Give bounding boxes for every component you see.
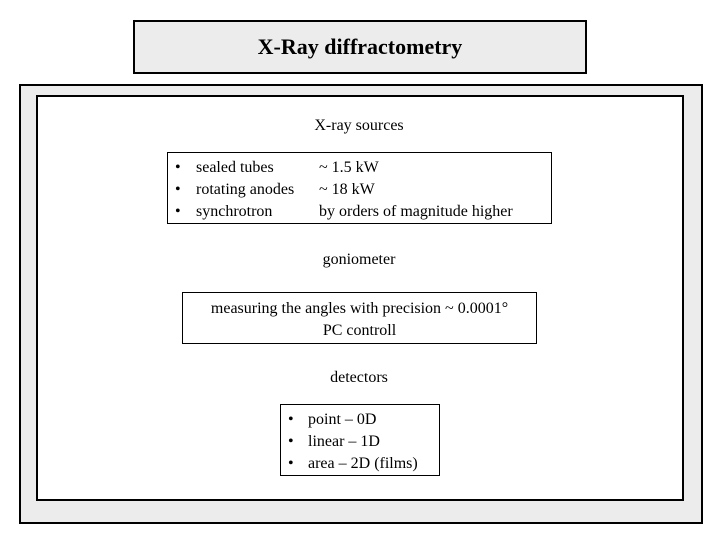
source-value: ~ 1.5 kW	[319, 159, 379, 176]
detector-label: point – 0D	[308, 411, 377, 428]
source-value: by orders of magnitude higher	[319, 203, 513, 220]
source-value: ~ 18 kW	[319, 181, 375, 198]
bullet-icon: •	[288, 433, 294, 450]
page-title: X-Ray diffractometry	[257, 34, 463, 59]
detector-label: area – 2D (films)	[308, 455, 418, 472]
goniometer-heading: goniometer	[322, 251, 396, 268]
goniometer-line: PC controll	[322, 322, 397, 339]
source-name: rotating anodes	[196, 181, 295, 198]
bullet-icon: •	[175, 203, 181, 220]
source-name: sealed tubes	[196, 159, 274, 176]
bullet-icon: •	[288, 411, 294, 428]
sources-heading: X-ray sources	[314, 117, 404, 134]
detectors-heading: detectors	[330, 369, 388, 386]
bullet-icon: •	[288, 455, 294, 472]
bullet-icon: •	[175, 181, 181, 198]
goniometer-line: measuring the angles with precision ~ 0.0001°	[210, 300, 509, 317]
bullet-icon: •	[175, 159, 181, 176]
detector-label: linear – 1D	[308, 433, 380, 450]
title-box	[133, 20, 587, 74]
goniometer-box	[182, 292, 537, 344]
source-name: synchrotron	[196, 203, 273, 220]
